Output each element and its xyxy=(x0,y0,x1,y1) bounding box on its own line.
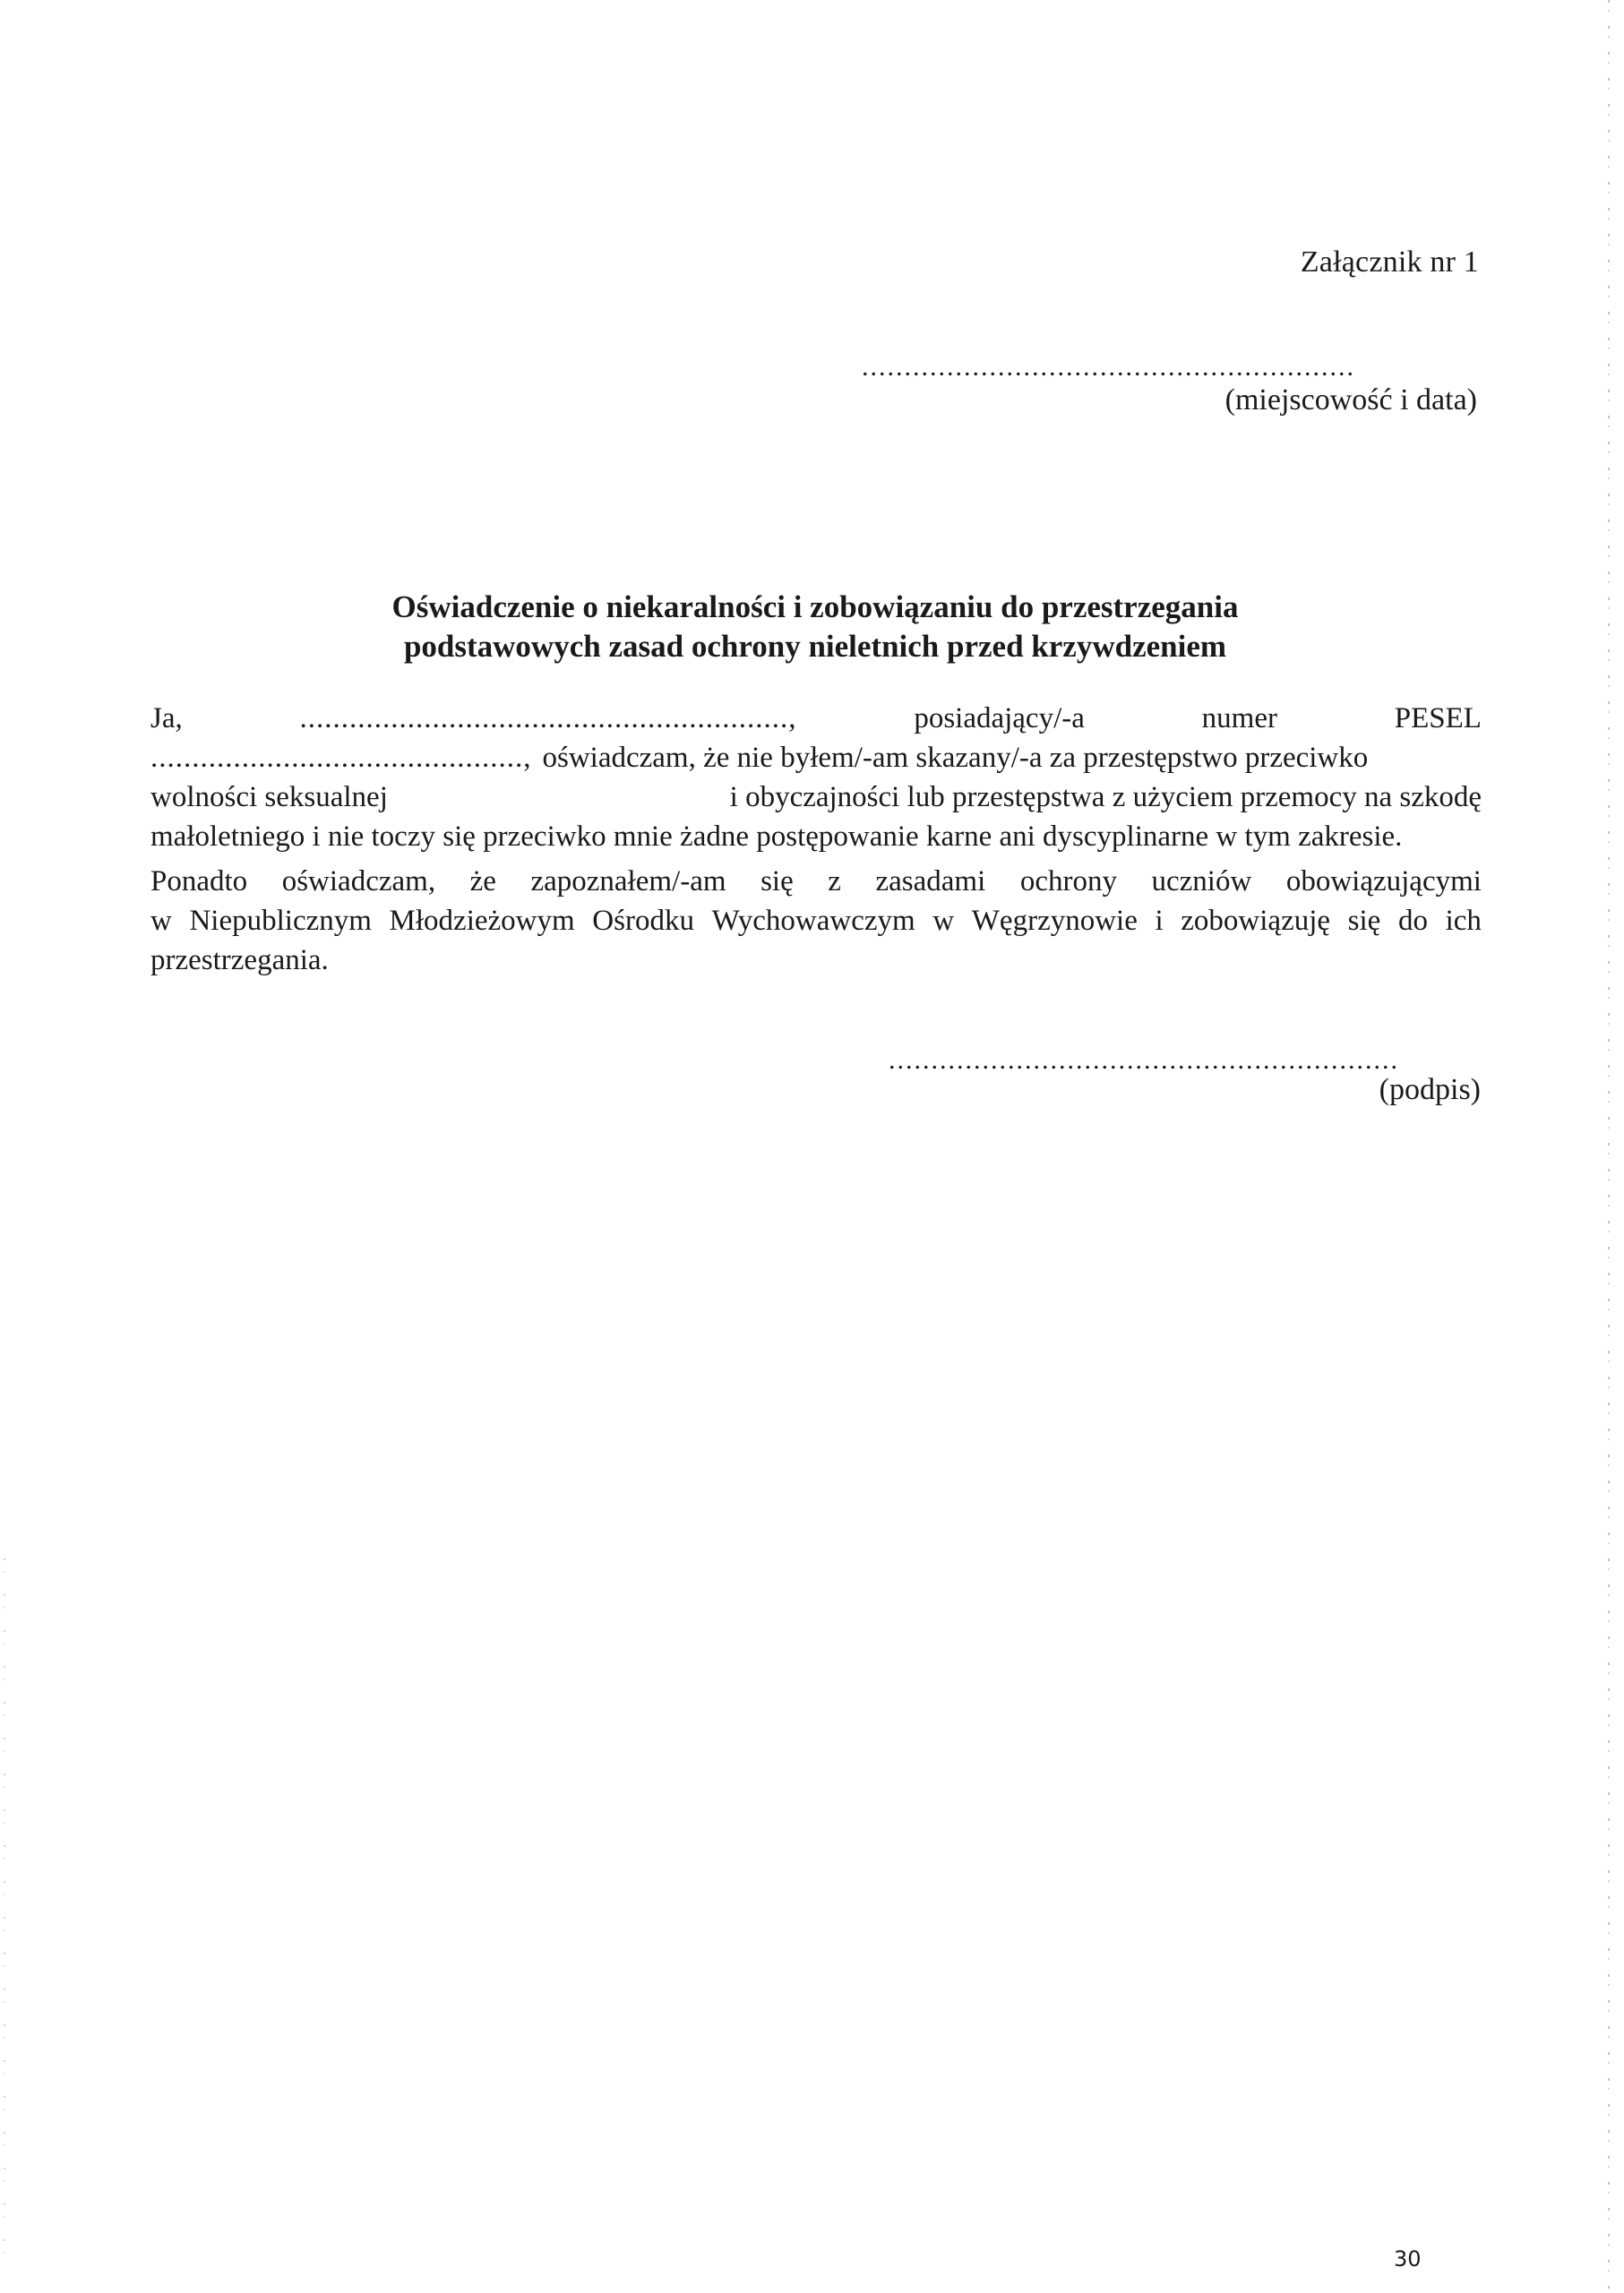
word: PESEL xyxy=(1394,702,1482,734)
word: obowiązującymi xyxy=(1285,865,1482,897)
declaration-paragraph xyxy=(150,699,1482,856)
word: zasadami xyxy=(875,865,986,897)
line-text: i obyczajności lub przestępstwa z użyciem przemocy na szkodę xyxy=(729,781,1482,813)
signature-label: (podpis) xyxy=(1379,1073,1481,1106)
line-text: małoletniego i nie toczy się przeciwko mnie żadne postępowanie karne ani dyscyplinarne w tym zakresie. xyxy=(150,820,1403,853)
paragraph-line xyxy=(150,901,1482,940)
word: Węgrzynowie xyxy=(971,905,1138,937)
word: Młodzieżowym xyxy=(389,905,575,937)
word: ochrony xyxy=(1019,865,1117,897)
name-dotted-line: ..........................................................., xyxy=(299,702,797,734)
paragraph-line xyxy=(150,699,1482,738)
word: że xyxy=(469,865,496,897)
word: w xyxy=(150,905,172,937)
paragraph-line xyxy=(150,862,1482,901)
word: oświadczam, xyxy=(281,865,436,897)
word: Niepublicznym xyxy=(189,905,372,937)
paragraph-line xyxy=(150,940,1482,980)
word: do xyxy=(1397,905,1428,937)
word: się xyxy=(1347,905,1381,937)
word: Wychowawczym xyxy=(711,905,915,937)
line-text: oświadczam, że nie byłem/-am skazany/-a za przestępstwo przeciwko xyxy=(542,742,1369,774)
place-date-label: (miejscowość i data) xyxy=(1224,383,1477,417)
word: zapoznałem/-am xyxy=(530,865,726,897)
commitment-paragraph xyxy=(150,862,1482,980)
scan-edge-artifact xyxy=(1608,0,1610,2293)
place-date-dotted-line: .......................................................... xyxy=(862,352,1355,382)
word: Ośrodku xyxy=(592,905,694,937)
word: się xyxy=(760,865,794,897)
signature-dotted-line: ............................................................ xyxy=(889,1045,1399,1075)
scan-edge-artifact-left xyxy=(4,1559,5,2257)
word: numer xyxy=(1201,702,1277,734)
title-line-1: Oświadczenie o niekaralności i zobowiązaniu do przestrzegania xyxy=(391,589,1239,624)
page-number: 30 xyxy=(1394,2246,1422,2272)
word: ich xyxy=(1445,905,1482,937)
word: uczniów xyxy=(1151,865,1252,897)
paragraph-line xyxy=(150,817,1482,856)
annex-label: Załącznik nr 1 xyxy=(1300,245,1479,279)
word: zobowiązuję xyxy=(1181,905,1331,937)
word: w xyxy=(932,905,955,937)
document-title xyxy=(161,588,1469,666)
line-text: wolności seksualnej xyxy=(150,781,388,813)
pesel-dotted-line: ............................................., xyxy=(150,742,532,774)
word: posiadający/-a xyxy=(914,702,1085,734)
title-line-2: podstawowych zasad ochrony nieletnich przed krzywdzeniem xyxy=(403,629,1227,664)
word: Ja, xyxy=(150,702,183,734)
line-text: przestrzegania. xyxy=(150,944,329,976)
paragraph-line xyxy=(150,738,1482,777)
word: Ponadto xyxy=(150,865,248,897)
word: z xyxy=(828,865,841,897)
paragraph-line xyxy=(150,777,1482,817)
word: i xyxy=(1155,905,1164,937)
